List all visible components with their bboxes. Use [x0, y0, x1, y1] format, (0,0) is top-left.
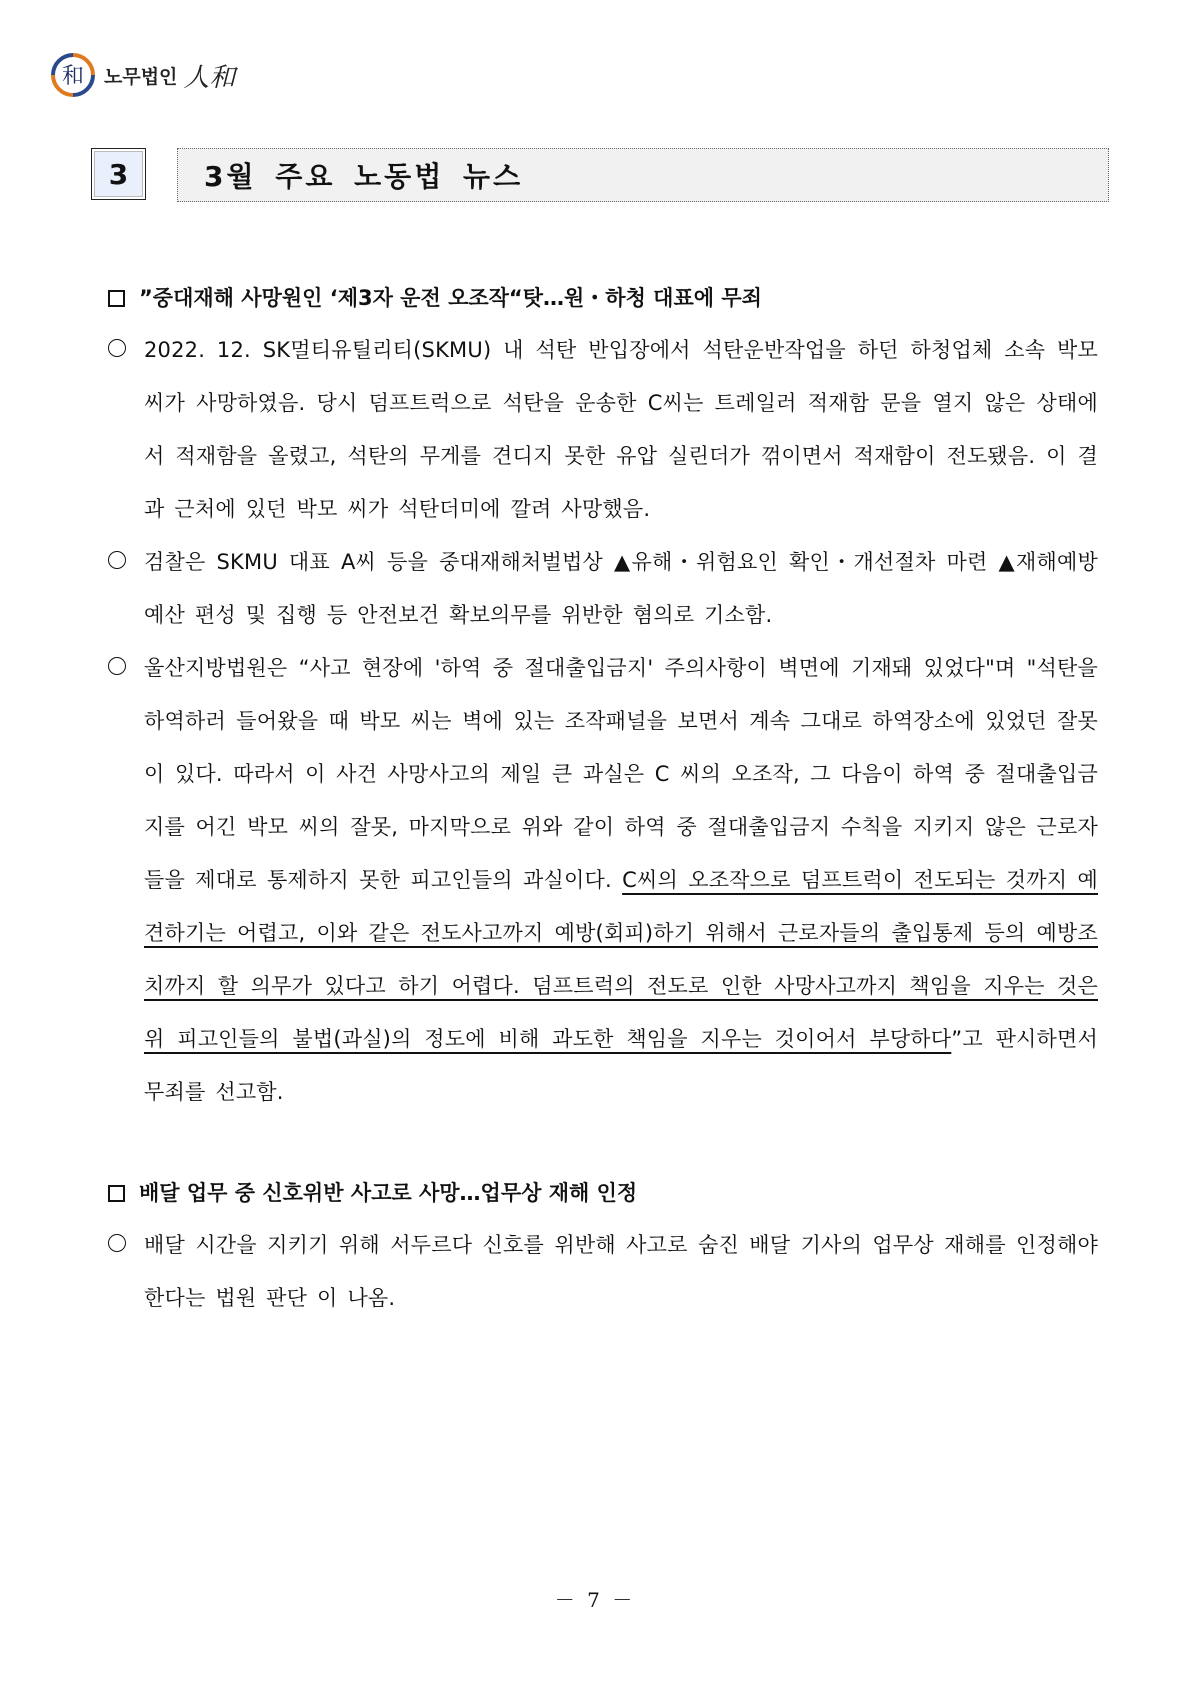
document-body	[108, 272, 1098, 1325]
underlined-ruling-text: C씨의 오조작으로 덤프트럭이 전도되는 것까지 예견하기는 어렵고, 이와 같은 전도사고까지 예방(회피)하기 위해서 근로자들의 출입통제 등의 예방조치까지 할 의무가 있다고 하기 어렵다. 덤프트럭의 전도로 인한 사망사고까지 책임을 지우는 것은 위 피고인들의 불법(과실)의 정도에 비해 과도한 책임을 지우는 것이어서 부당하다	[144, 868, 1098, 1051]
article-paragraph	[108, 642, 1098, 1119]
section-title	[177, 148, 1109, 202]
article-heading-text: ”중대재해 사망원인 ‘제3자 운전 오조작“탓…원・하청 대표에 무죄	[139, 286, 762, 310]
org-name: 노무법인	[104, 65, 178, 88]
logo-glyph: 和	[61, 64, 85, 89]
paragraph-text: 배달 시간을 지키기 위해 서두르다 신호를 위반해 사고로 숨진 배달 기사의 업무상 재해를 인정해야 한다는 법원 판단 이 나옴.	[144, 1233, 1098, 1310]
article-paragraph	[108, 536, 1098, 642]
paragraph-text: 울산지방법원은 “사고 현장에 '하역 중 절대출입금지' 주의사항이 벽면에 기재돼 있었다"며 "석탄을 하역하러 들어왔을 때 박모 씨는 벽에 있는 조작패널을 보면서 계속 그대로 하역장소에 있었던 잘못이 있다. 따라서 이 사건 사망사고의 제일 큰 과실은 C 씨의 오조작, 그 다음이 하역 중 절대출입금지를 어긴 박모 씨의 잘못, 마지막으로 위와 같이 하역 중 절대출입금지 수칙을 지키지 않은 근로자들을 제대로 통제하지 못한 피고인들의 과실이다.	[144, 656, 1098, 892]
section-number: 3	[91, 148, 146, 200]
paragraph-text: 검찰은 SKMU 대표 A씨 등을 중대재해처벌법상 ▲유해・위험요인 확인・개선절차 마련 ▲재해예방 예산 편성 및 집행 등 안전보건 확보의무를 위반한 혐의로 기소함.	[144, 550, 1098, 627]
company-logo	[50, 52, 235, 98]
paragraph-text: 2022. 12. SK멀티유틸리티(SKMU) 내 석탄 반입장에서 석탄운반작업을 하던 하청업체 소속 박모 씨가 사망하였음. 당시 덤프트럭으로 석탄을 운송한 C씨는 트레일러 적재함 문을 열지 않은 상태에서 적재함을 올렸고, 석탄의 무게를 견디지 못한 유압 실린더가 꺾이면서 적재함이 전도됐음. 이 결과 근처에 있던 박모 씨가 석탄더미에 깔려 사망했음.	[144, 338, 1098, 521]
circle-bullet-icon	[108, 339, 126, 357]
article-paragraph	[108, 324, 1098, 536]
page-number: － 7 －	[554, 1588, 636, 1612]
circle-bullet-icon	[108, 657, 126, 675]
org-script-name: 人和	[183, 62, 236, 93]
article-heading-1	[108, 272, 1098, 324]
circle-bullet-icon	[108, 551, 126, 569]
checkbox-square-icon	[108, 290, 125, 307]
circle-bullet-icon	[108, 1234, 126, 1252]
section-title-text: 3월 주요 노동법 뉴스	[204, 160, 524, 193]
article-heading-text: 배달 업무 중 신호위반 사고로 사망…업무상 재해 인정	[139, 1181, 638, 1205]
checkbox-square-icon	[108, 1185, 125, 1202]
logo-emblem-icon	[50, 52, 96, 98]
article-heading-2	[108, 1167, 1098, 1219]
paragraph-tail-text: ”고 판시하면서 무죄를 선고함.	[144, 1027, 1098, 1104]
article-paragraph	[108, 1219, 1098, 1325]
